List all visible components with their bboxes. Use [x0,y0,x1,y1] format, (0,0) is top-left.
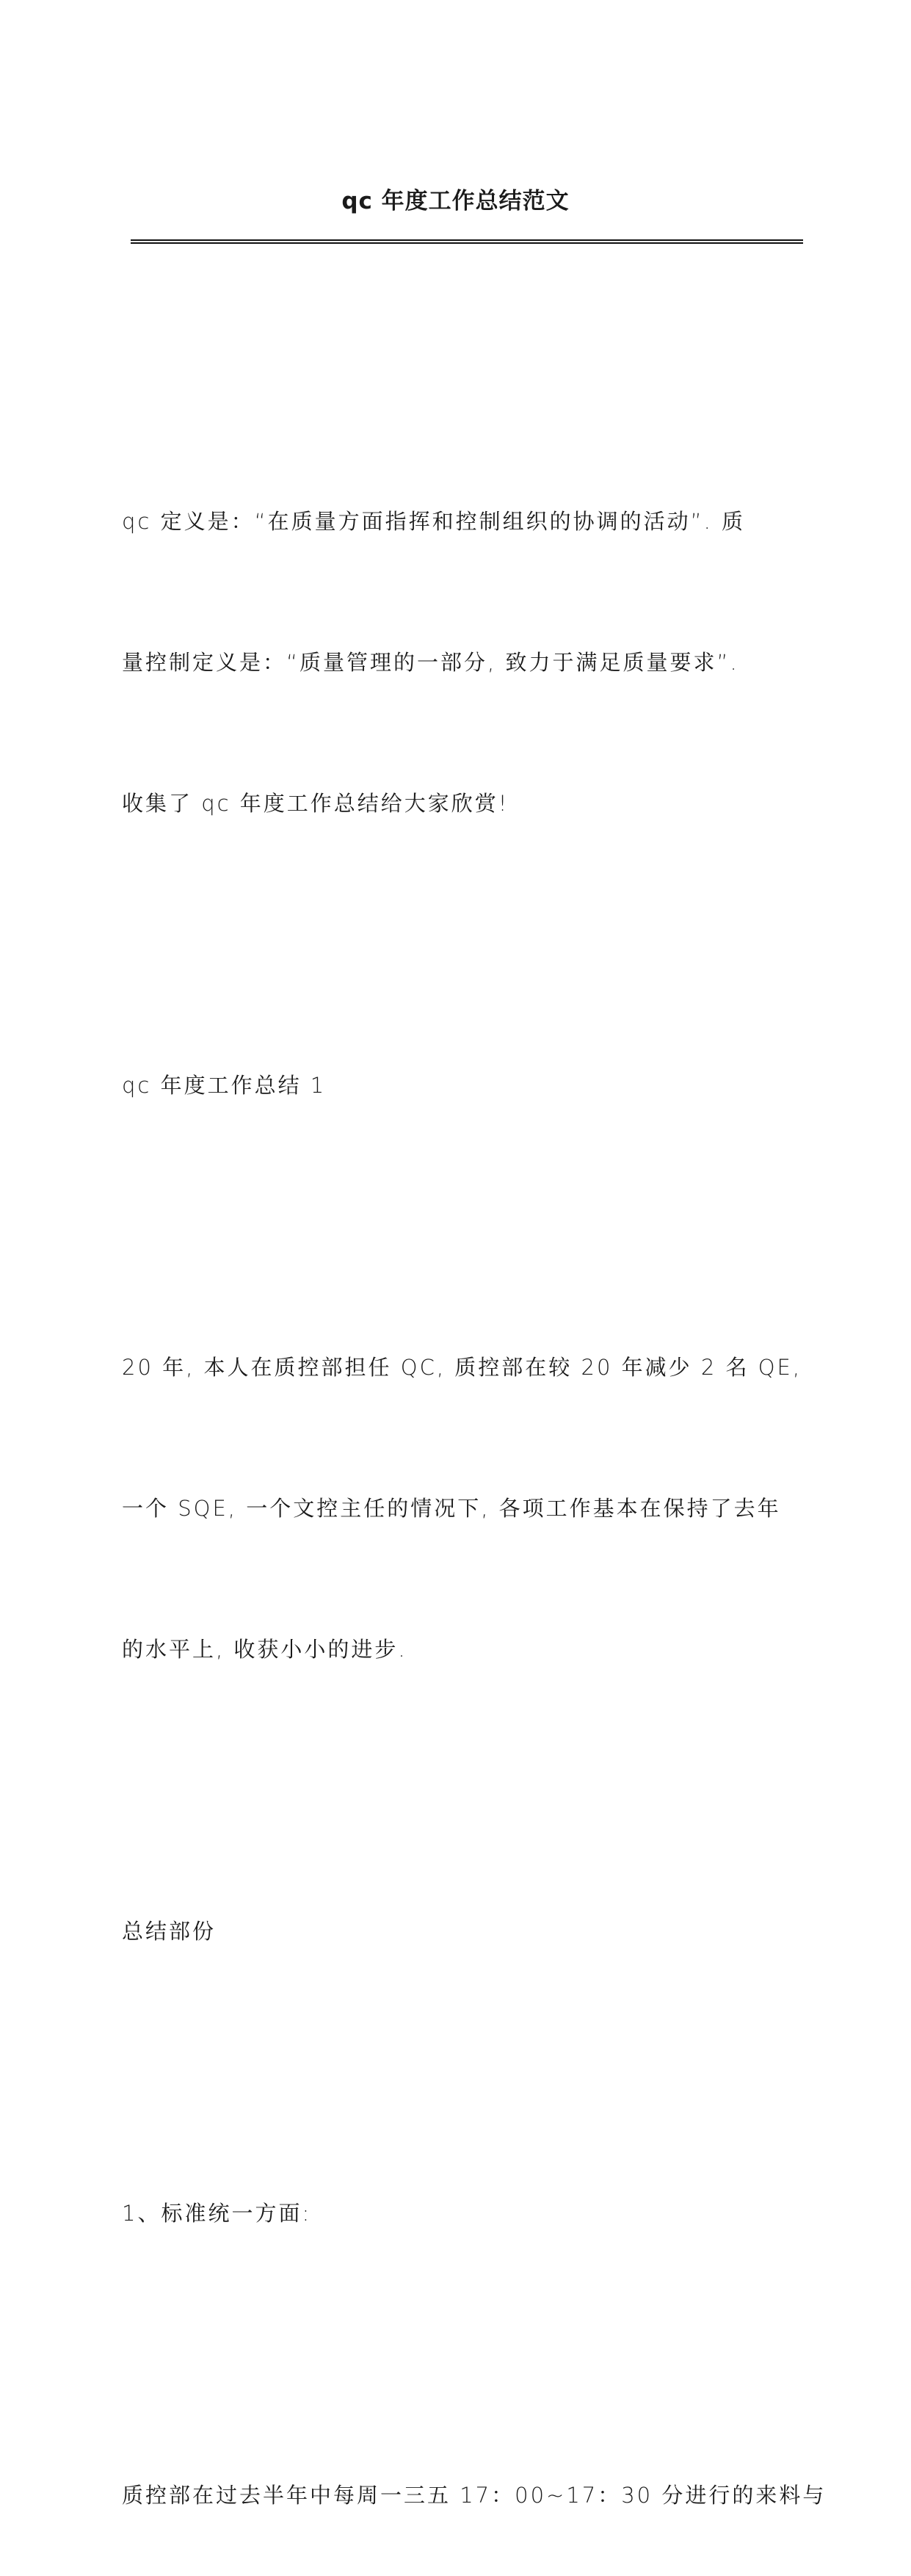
text-line: 质控部在过去半年中每周一三五 17：00~17：30 分进行的来料与 [122,2483,827,2508]
paragraph-item-body [122,2378,827,2576]
text-line: 量控制定义是：“质量管理的一部分, 致力于满足质量要求”. [122,650,739,675]
text-line: 收集了 qc 年度工作总结给大家欣赏! [122,791,509,816]
title-double-rule [131,239,803,244]
text-line: qc 年度工作总结 1 [122,1073,327,1098]
document-body [122,404,827,2576]
paragraph-summary-heading [122,1814,805,2049]
text-line: 的水平上, 收获小小的进步. [122,1637,407,1662]
text-line: 20 年, 本人在质控部担任 QC, 质控部在较 20 年减少 2 名 QE, [122,1355,802,1380]
paragraph-intro [122,404,805,921]
paragraph-overview [122,1250,805,1767]
document-title: qc 年度工作总结范文 [341,188,570,214]
text-line: qc 定义是：“在质量方面指挥和控制组织的协调的活动”. 质 [122,509,746,534]
text-line: 1、标准统一方面: [122,2201,312,2226]
paragraph-section-heading [122,968,805,1203]
text-line: 总结部份 [122,1919,217,1944]
text-line: 一个 SQE, 一个文控主任的情况下, 各项工作基本在保持了去年 [122,1496,781,1521]
paragraph-item-heading [122,2096,805,2331]
